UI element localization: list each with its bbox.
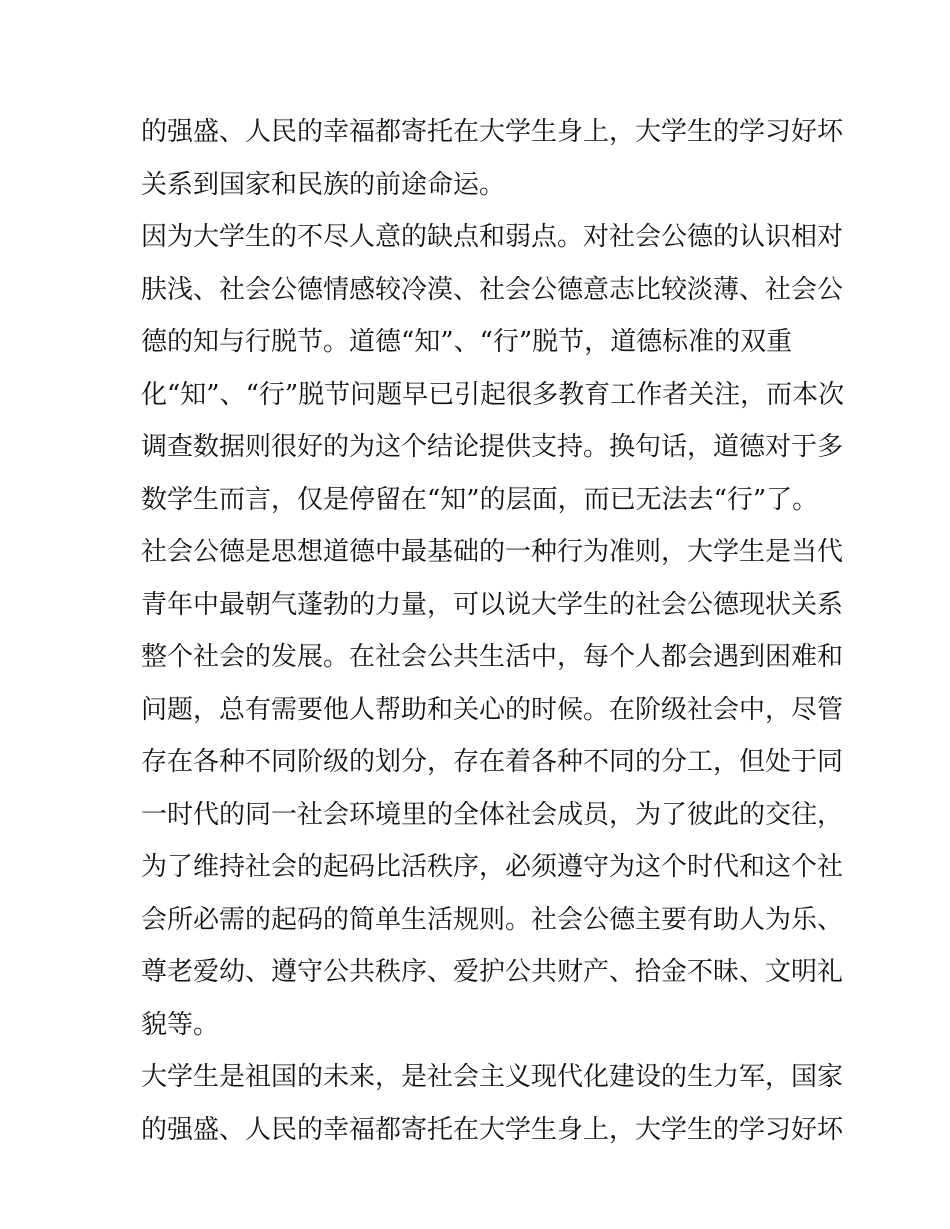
text-line: 貌等。	[141, 1009, 220, 1040]
text-line: 调查数据则很好的为这个结论提供支持。换句话，道德对于多	[141, 432, 844, 462]
text-line: 会所必需的起码的简单生活规则。社会公德主要有助人为乐、	[141, 904, 844, 935]
body-text	[141, 106, 845, 1156]
text-line: 尊老爱幼、遵守公共秩序、爱护公共财产、拾金不昧、文明礼	[141, 957, 844, 987]
text-line: 青年中最朝气蓬勃的力量，可以说大学生的社会公德现状关系	[141, 589, 844, 620]
text-line: 整个社会的发展。在社会公共生活中，每个人都会遇到困难和	[141, 642, 844, 672]
text-line: 一时代的同一社会环境里的全体社会成员，为了彼此的交往，	[141, 799, 844, 830]
text-line: 问题，总有需要他人帮助和关心的时候。在阶级社会中，尽管	[141, 694, 844, 725]
text-line: 肤浅、社会公德情感较冷漠、社会公德意志比较淡薄、社会公	[141, 274, 844, 305]
text-line: 社会公德是思想道德中最基础的一种行为准则，大学生是当代	[141, 537, 844, 567]
text-line: 为了维持社会的起码比活秩序，必须遵守为这个时代和这个社	[141, 852, 844, 882]
text-line: 大学生是祖国的未来，是社会主义现代化建设的生力军，国家	[141, 1062, 844, 1092]
text-line: 的强盛、人民的幸福都寄托在大学生身上，大学生的学习好坏	[141, 117, 844, 147]
text-line: 关系到国家和民族的前途命运。	[141, 169, 506, 200]
text-line: 存在各种不同阶级的划分，存在着各种不同的分工，但处于同	[141, 747, 844, 777]
text-line: 化“知”、“行”脱节问题早已引起很多教育工作者关注，而本次	[141, 379, 845, 410]
text-line: 的强盛、人民的幸福都寄托在大学生身上，大学生的学习好坏	[141, 1114, 844, 1145]
text-line: 数学生而言，仅是停留在“知”的层面，而已无法去“行”了。	[141, 484, 819, 515]
text-line: 德的知与行脱节。道德“知”、“行”脱节，道德标准的双重	[141, 327, 793, 357]
text-line: 因为大学生的不尽人意的缺点和弱点。对社会公德的认识相对	[141, 222, 844, 252]
